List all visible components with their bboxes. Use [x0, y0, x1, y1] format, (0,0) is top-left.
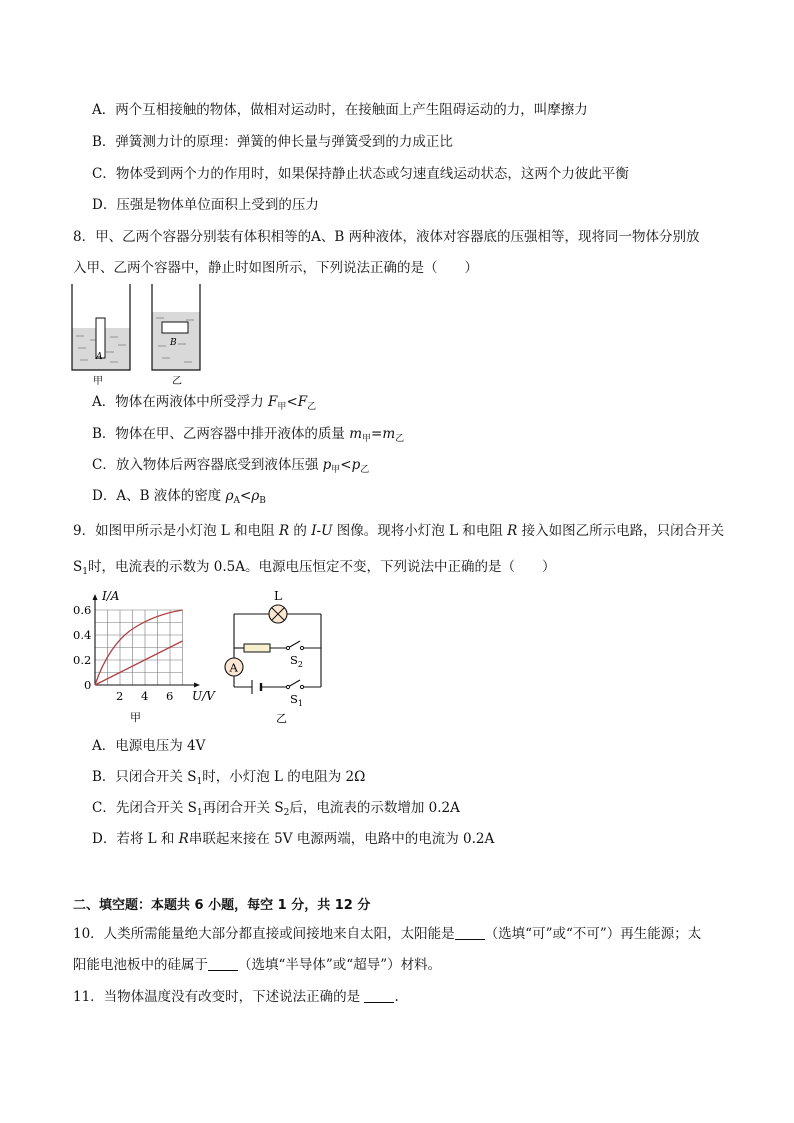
q9-stem-line2: $S_1$时，电流表的示数为 0.5A。电源电压恒定不变，下列说法中正确的是（ ） — [73, 559, 556, 577]
liquid-b-label: B — [170, 338, 177, 348]
q8-option-d: D．A、B 液体的密度 $\rho_A<\rho_B$ — [92, 488, 266, 506]
object-in-b — [162, 322, 188, 333]
switch-s1-contact-right — [300, 685, 303, 688]
y-tick-0.6: 0.6 — [73, 603, 92, 617]
circuit-caption-yi: 乙 — [276, 712, 287, 725]
q9-option-a: A．电源电压为 4V — [92, 738, 206, 754]
x-tick-4: 4 — [141, 689, 149, 703]
caption-yi: 乙 — [172, 376, 182, 387]
x-tick-2: 2 — [116, 689, 124, 703]
q11-stem: 11．当物体温度没有改变时，下述说法正确的是 . — [73, 989, 399, 1005]
section2-title: 二、填空题：本题共 6 小题，每空 1 分，共 12 分 — [73, 898, 371, 913]
x-axis-label: U/V — [192, 689, 215, 703]
q8-option-c: C．放入物体后两容器底受到液体压强 $p_甲<p_乙$ — [92, 457, 370, 475]
y-tick-0.2: 0.2 — [73, 653, 92, 667]
q9-option-c: C．先闭合开关 $S_1$再闭合开关 $S_2$后，电流表的示数增加 0.2A — [92, 800, 460, 818]
switch-s1-label: $S_1$ — [290, 692, 303, 708]
switch-s2-label: $S_2$ — [290, 653, 303, 669]
caption-jia: 甲 — [93, 376, 103, 387]
y-axis-label: I/A — [102, 589, 120, 603]
x-axis-arrow — [194, 683, 200, 688]
switch-s1-contact-left — [286, 685, 289, 688]
q8-containers-figure — [66, 282, 206, 388]
q7-option-a: A．两个互相接触的物体，做相对运动时，在接触面上产生阻碍运动的力，叫摩擦力 — [92, 102, 588, 118]
q9-iu-graph — [66, 586, 226, 726]
q10-blank-2 — [208, 957, 238, 971]
q10-line1: 10．人类所需能量绝大部分都直接或间接地来自太阳，太阳能是 （选填“可”或“不可”）再生能源；太 — [73, 926, 702, 942]
q11-blank — [364, 989, 394, 1003]
q7-option-b: B．弹簧测力计的原理：弹簧的伸长量与弹簧受到的力成正比 — [92, 134, 453, 150]
lamp-label: L — [274, 589, 282, 603]
q7-option-c: C．物体受到两个力的作用时，如果保持静止状态或匀速直线运动状态，这两个力彼此平衡 — [92, 166, 629, 182]
graph-caption-jia: 甲 — [130, 711, 141, 724]
switch-s2-contact-right — [300, 646, 303, 649]
q10-blank-1 — [455, 926, 485, 940]
q8-stem-line2: 入甲、乙两个容器中，静止时如图所示，下列说法正确的是（ ） — [73, 260, 478, 276]
q8-option-b: B．物体在甲、乙两容器中排开液体的质量 $m_甲=m_乙$ — [92, 426, 405, 444]
q9-stem-line1: 9．如图甲所示是小灯泡 L 和电阻 R 的 I-U 图像。现将小灯泡 L 和电阻 R 接入如图乙所示电路，只闭合开关 — [73, 523, 725, 539]
q10-line2: 阳能电池板中的硅属于 （选填“半导体”或“超导”）材料。 — [73, 957, 442, 973]
y-tick-0: 0 — [84, 678, 92, 692]
q8-stem-line1: 8．甲、乙两个容器分别装有体积相等的A、B 两种液体，液体对容器底的压强相等，现将同一物体分别放 — [73, 229, 700, 245]
q9-option-d: D．若将 L 和 R串联起来接在 5V 电源两端，电路中的电流为 0.2A — [92, 831, 495, 847]
q8-option-a: A．物体在两液体中所受浮力 $F_甲<F_乙$ — [92, 394, 317, 412]
y-axis-arrow — [93, 594, 98, 600]
y-tick-0.4: 0.4 — [73, 628, 92, 642]
q7-option-d: D．压强是物体单位面积上受到的压力 — [92, 197, 319, 213]
x-tick-6: 6 — [166, 689, 174, 703]
switch-s2-contact-left — [286, 646, 289, 649]
liquid-a-label: A — [96, 352, 103, 362]
q9-option-b: B．只闭合开关 $S_1$时，小灯泡 L 的电阻为 2Ω — [92, 769, 366, 787]
resistor-r — [244, 644, 270, 652]
ammeter-label: A — [229, 660, 238, 675]
q9-circuit-diagram — [214, 586, 334, 726]
